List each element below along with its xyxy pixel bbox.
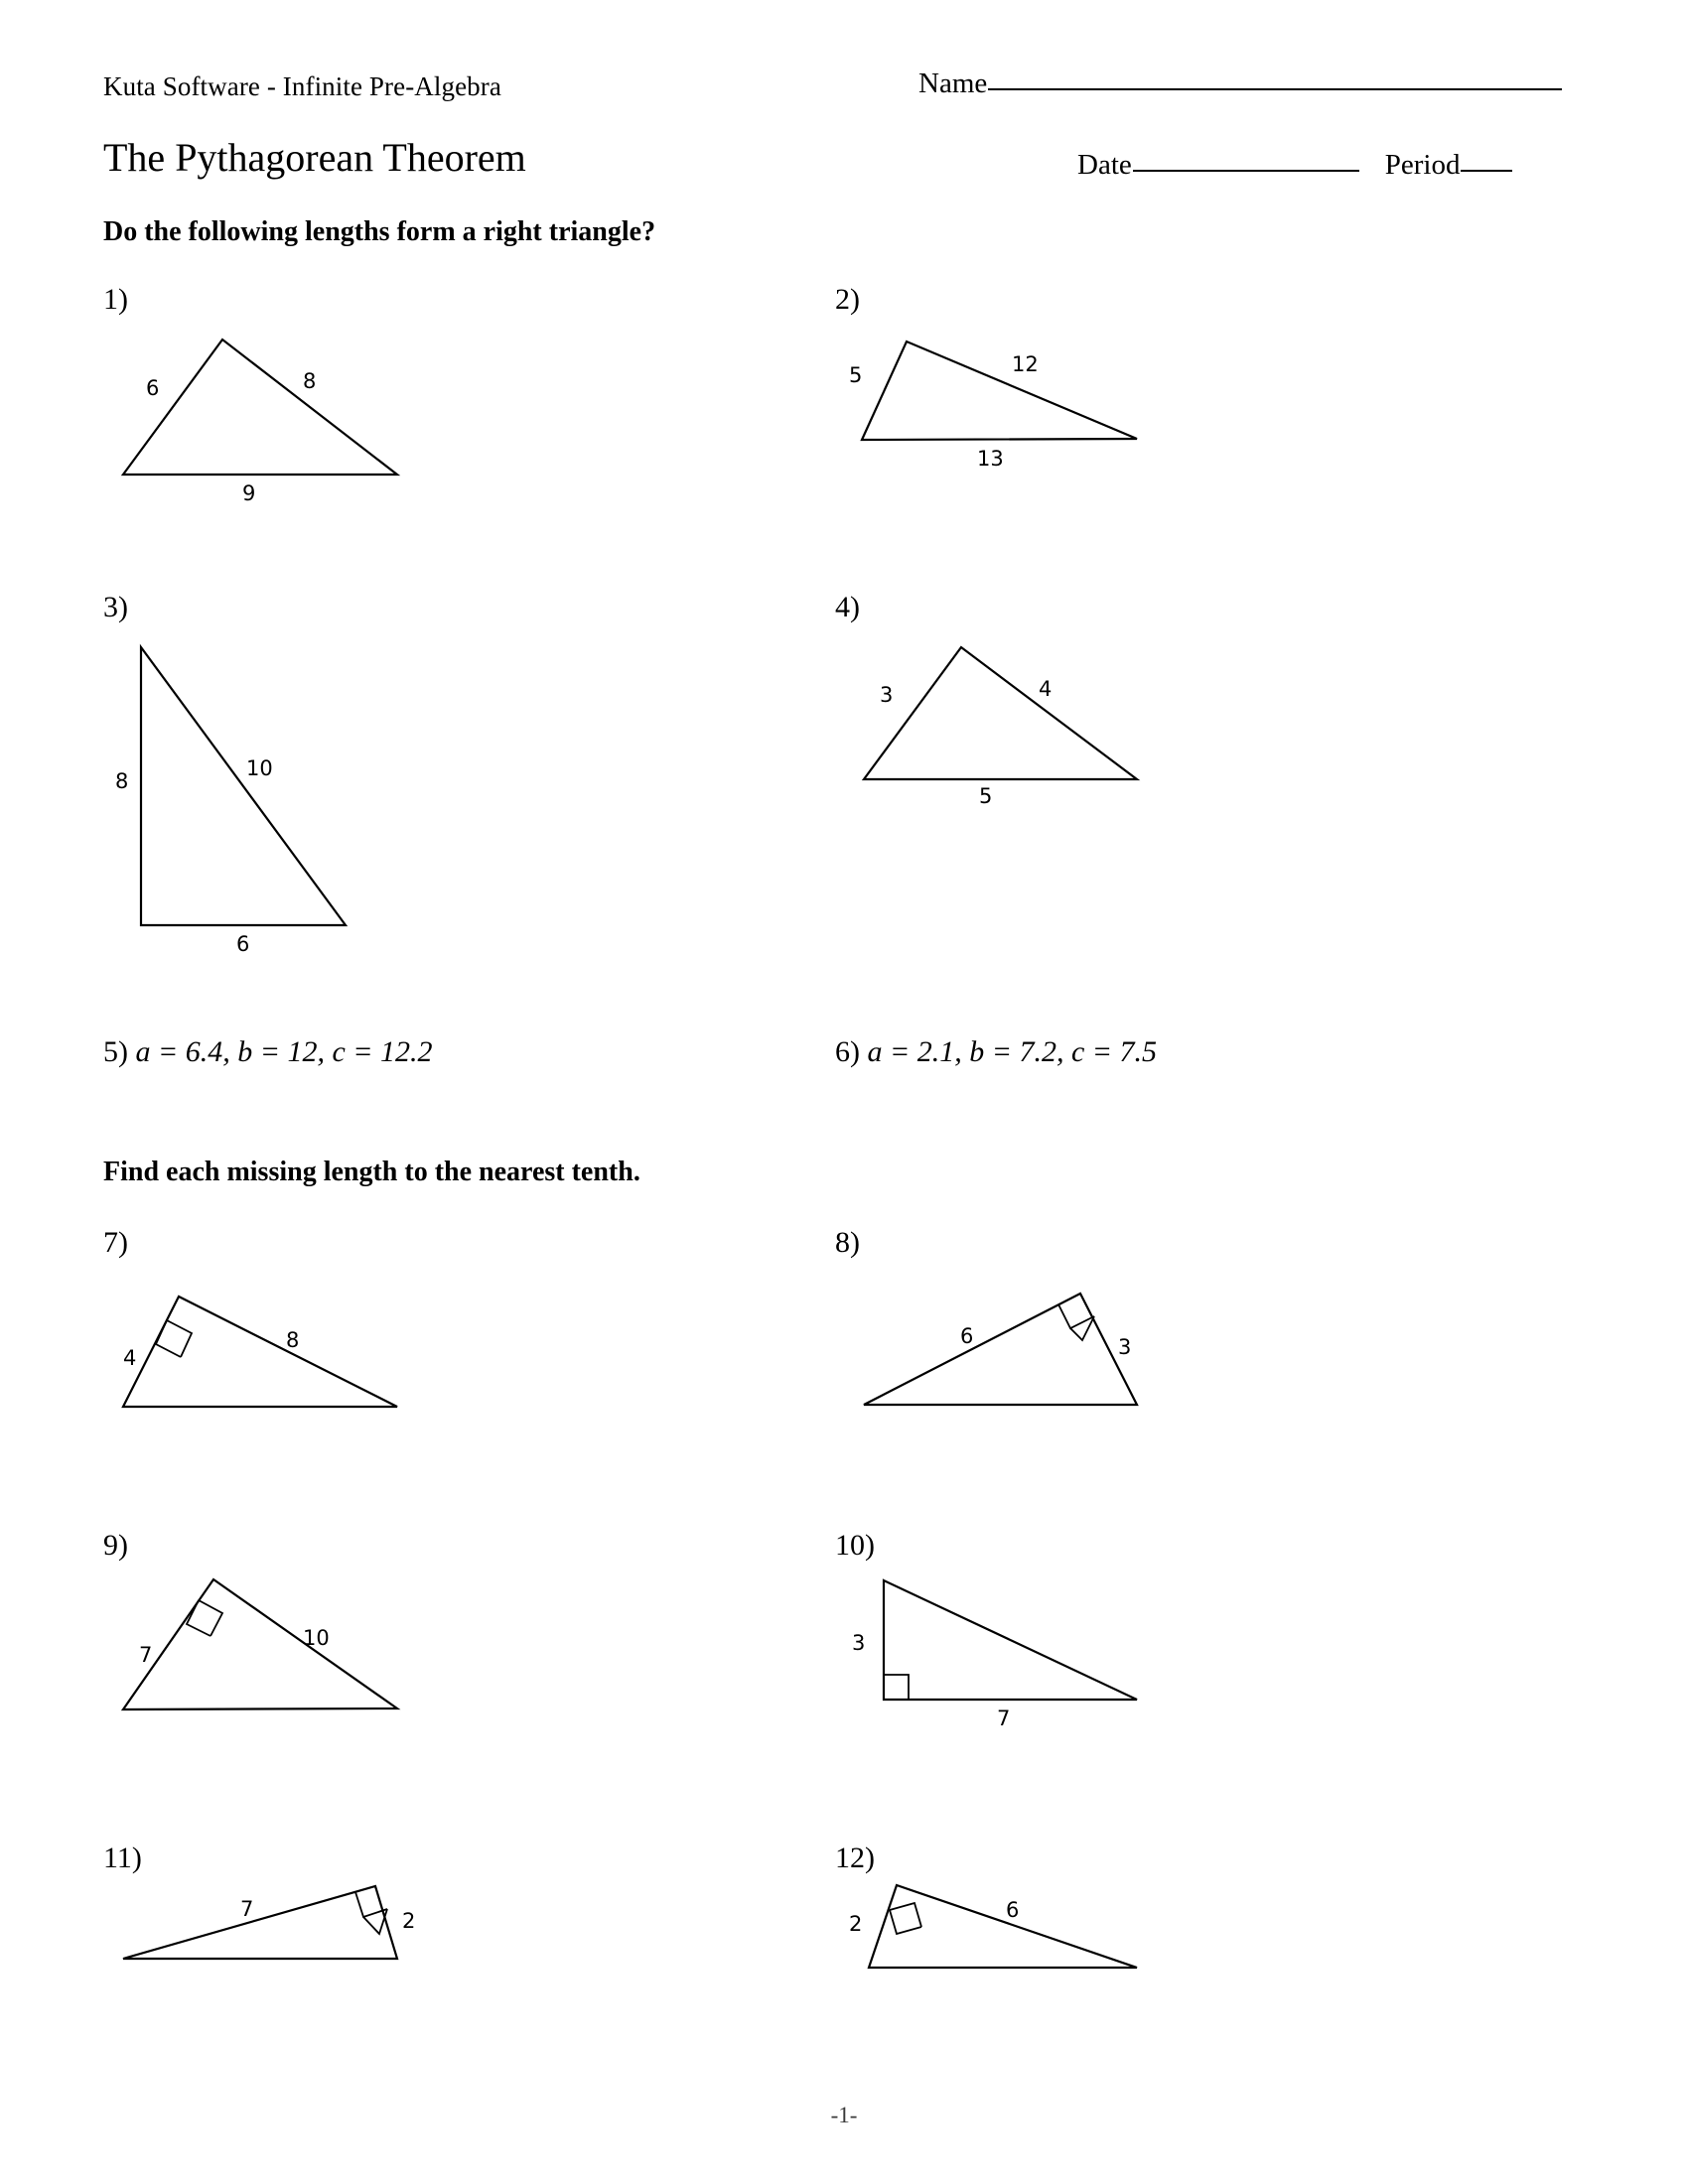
- label-side-bottom-3: 6: [236, 932, 250, 956]
- problem-6-text: a = 2.1, b = 7.2, c = 7.5: [867, 1035, 1158, 1068]
- publisher-line: Kuta Software - Infinite Pre-Algebra: [103, 71, 501, 101]
- date-input-rule[interactable]: [1133, 169, 1359, 172]
- section-heading-1: Do the following lengths form a right triangle?: [103, 216, 656, 247]
- label-side-left-4: 3: [880, 683, 894, 707]
- period-label: Period: [1384, 149, 1461, 181]
- problem-6: [835, 1035, 1157, 1069]
- label-side-hyp-3: 10: [246, 756, 273, 780]
- label-side-bottom-4: 5: [979, 784, 993, 808]
- label-side-left-3: 8: [115, 769, 129, 793]
- date-period-row: [1077, 149, 1512, 182]
- label-side-bottom-2: 13: [977, 447, 1004, 471]
- problem-number-12: 12): [835, 1842, 875, 1874]
- problem-number-10: 10): [835, 1529, 875, 1562]
- problem-number-9: 9): [103, 1529, 128, 1562]
- label-side-right-7: 8: [286, 1328, 300, 1352]
- section-heading-2: Find each missing length to the nearest tenth.: [103, 1157, 640, 1187]
- period-input-rule[interactable]: [1461, 169, 1512, 172]
- name-field-row: [918, 68, 1562, 100]
- date-label: Date: [1077, 149, 1132, 181]
- label-side-left-9: 7: [139, 1643, 153, 1667]
- label-side-left-12: 2: [849, 1912, 863, 1936]
- label-side-right-1: 8: [303, 369, 317, 393]
- problem-5: [103, 1035, 433, 1069]
- label-side-left-8: 6: [960, 1324, 974, 1348]
- label-side-left-1: 6: [146, 376, 160, 400]
- problem-number-3: 3): [103, 591, 128, 623]
- page-number-footer: -1-: [830, 2103, 858, 2127]
- problem-number-5: 5): [103, 1035, 128, 1068]
- label-side-right-9: 10: [303, 1626, 330, 1650]
- problem-number-11: 11): [103, 1842, 142, 1874]
- name-label: Name: [918, 68, 988, 99]
- problem-5-text: a = 6.4, b = 12, c = 12.2: [135, 1035, 433, 1068]
- label-side-left-2: 5: [849, 363, 863, 387]
- problem-number-4: 4): [835, 591, 860, 623]
- problem-number-2: 2): [835, 283, 860, 316]
- label-side-right-4: 4: [1039, 677, 1053, 701]
- problem-number-7: 7): [103, 1226, 128, 1259]
- label-side-right-8: 3: [1118, 1335, 1132, 1359]
- label-side-left-10: 3: [852, 1631, 866, 1655]
- label-side-bottom-1: 9: [242, 481, 256, 505]
- problem-number-6: 6): [835, 1035, 860, 1068]
- name-input-rule[interactable]: [988, 87, 1562, 90]
- problem-number-8: 8): [835, 1226, 860, 1259]
- label-side-right-2: 12: [1012, 352, 1039, 376]
- label-side-left-7: 4: [123, 1346, 137, 1370]
- label-side-hyp-11: 7: [240, 1897, 254, 1921]
- label-side-hyp-12: 6: [1006, 1898, 1020, 1922]
- label-side-right-11: 2: [402, 1909, 416, 1933]
- problem-number-1: 1): [103, 283, 128, 316]
- page-title: The Pythagorean Theorem: [103, 135, 526, 180]
- label-side-bottom-10: 7: [997, 1706, 1011, 1730]
